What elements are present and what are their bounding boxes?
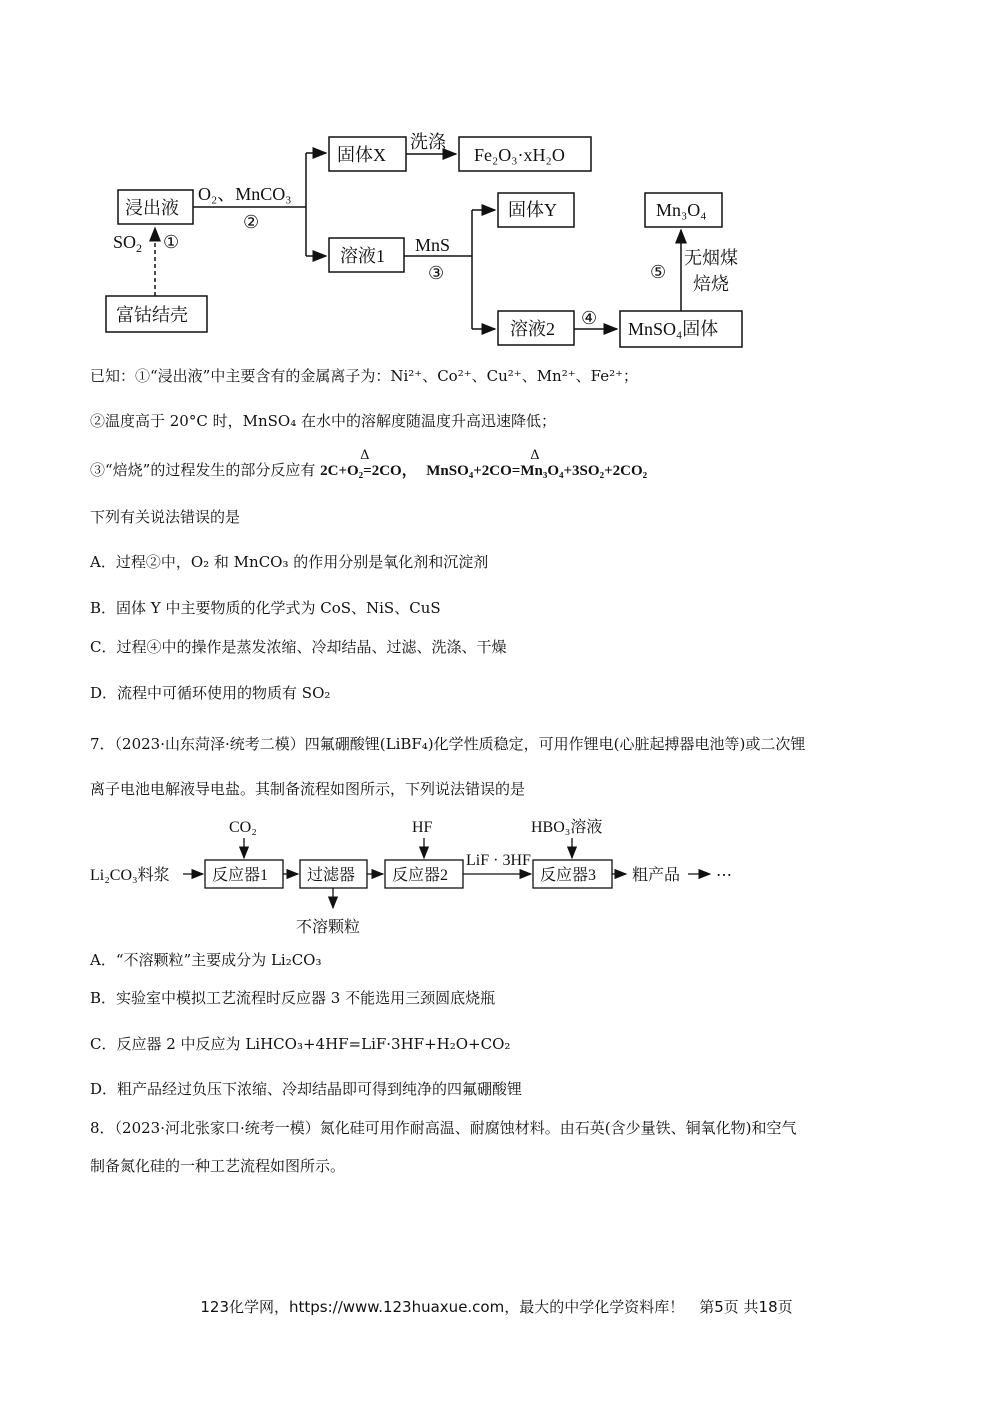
- q7-stem-line2: 离子电池电解液导电盐。其制备流程如图所示，下列说法错误的是: [90, 780, 526, 798]
- label-co2: CO₂: [229, 819, 257, 836]
- label-mn3o4: Mn₃O₄: [656, 200, 707, 220]
- label-reactor2: 反应器2: [392, 867, 449, 884]
- label-solid-x: 固体X: [337, 145, 386, 165]
- q7-option-a: A．“不溶颗粒”主要成分为 Li₂CO₃: [90, 951, 322, 969]
- q6-option-b: B．固体 Y 中主要物质的化学式为 CoS、NiS、CuS: [90, 599, 441, 617]
- label-o2-mnco3: O₂、MnCO₃: [198, 184, 292, 204]
- label-reactor3: 反应器3: [540, 867, 597, 884]
- label-leachate: 浸出液: [125, 198, 179, 218]
- label-step2: ②: [243, 212, 260, 232]
- known-condition-2: ②温度高于 20°C 时，MnSO₄ 在水中的溶解度随温度升高迅速降低；: [90, 412, 556, 430]
- q7-option-d: D．粗产品经过负压下浓缩、冷却结晶即可得到纯净的四氟硼酸锂: [90, 1080, 523, 1098]
- q7-option-b: B．实验室中模拟工艺流程时反应器 3 不能选用三颈圆底烧瓶: [90, 989, 496, 1007]
- q6-option-a: A．过程②中，O₂ 和 MnCO₃ 的作用分别是氧化剂和沉淀剂: [90, 553, 489, 571]
- q7-stem-line1: 7．（2023·山东菏泽·统考二模）四氟硼酸锂(LiBF₄)化学性质稳定，可用作锂电(心脏起搏器电池等)或二次锂: [90, 735, 806, 753]
- q6-stem: 下列有关说法错误的是: [90, 508, 241, 526]
- label-solution2: 溶液2: [510, 319, 555, 339]
- label-anthracite1: 无烟煤: [684, 248, 738, 268]
- label-slurry: Li₂CO₃料浆: [90, 867, 170, 884]
- label-hbo3: HBO₃溶液: [531, 819, 603, 836]
- label-insoluble: 不溶颗粒: [296, 919, 361, 936]
- label-fe-product: Fe₂O₃·xH₂O: [474, 145, 565, 165]
- label-filter: 过滤器: [307, 867, 356, 884]
- known-condition-3: ③“焙烧”的过程发生的部分反应有 Δ 2C+O₂=2CO， Δ MnSO₄+2CO=Mn₃O₄+3SO₂+2CO₂: [90, 448, 648, 479]
- flow-diagram-manganese: [0, 0, 993, 360]
- label-lif: LiF · 3HF: [466, 852, 531, 869]
- label-step4: ④: [581, 308, 598, 328]
- delta-mark-2: Δ: [530, 448, 540, 463]
- q7-option-c: C．反应器 2 中反应为 LiHCO₃+4HF=LiF·3HF+H₂O+CO₂: [90, 1035, 511, 1053]
- q8-stem-line2: 制备氮化硅的一种工艺流程如图所示。: [90, 1157, 346, 1175]
- flow-diagram-libf4: [0, 808, 993, 948]
- label-solid-y: 固体Y: [508, 200, 557, 220]
- label-wash: 洗涤: [410, 132, 446, 152]
- label-anthracite2: 焙烧: [693, 274, 729, 294]
- q6-option-c: C．过程④中的操作是蒸发浓缩、冷却结晶、过滤、洗涤、干燥: [90, 638, 507, 656]
- q8-stem-line1: 8．（2023·河北张家口·统考一模）氮化硅可用作耐高温、耐腐蚀材料。由石英(含少量铁、铜氧化物)和空气: [90, 1119, 797, 1137]
- label-reactor1: 反应器1: [212, 867, 269, 884]
- label-step1: ①: [163, 232, 180, 252]
- label-step5: ⑤: [650, 262, 667, 282]
- label-ellipsis: ⋯: [716, 867, 732, 884]
- label-solution1: 溶液1: [340, 246, 385, 266]
- known-condition-1: 已知：①“浸出液”中主要含有的金属离子为：Ni²⁺、Co²⁺、Cu²⁺、Mn²⁺、Fe²⁺；: [90, 367, 639, 385]
- label-mns: MnS: [415, 235, 451, 255]
- q6-option-d: D．流程中可循环使用的物质有 SO₂: [90, 684, 331, 702]
- page-footer: 123化学网，https://www.123huaxue.com，最大的中学化学资料库！ 第5页 共18页: [200, 1298, 793, 1316]
- label-ore: 富钴结壳: [116, 305, 188, 325]
- label-mnso4: MnSO₄固体: [628, 319, 719, 339]
- label-so2: $SO_2$: [113, 232, 143, 255]
- delta-mark-1: Δ: [360, 448, 370, 463]
- label-step3: ③: [428, 263, 445, 283]
- label-hf: HF: [412, 819, 433, 836]
- label-crude: 粗产品: [632, 867, 681, 884]
